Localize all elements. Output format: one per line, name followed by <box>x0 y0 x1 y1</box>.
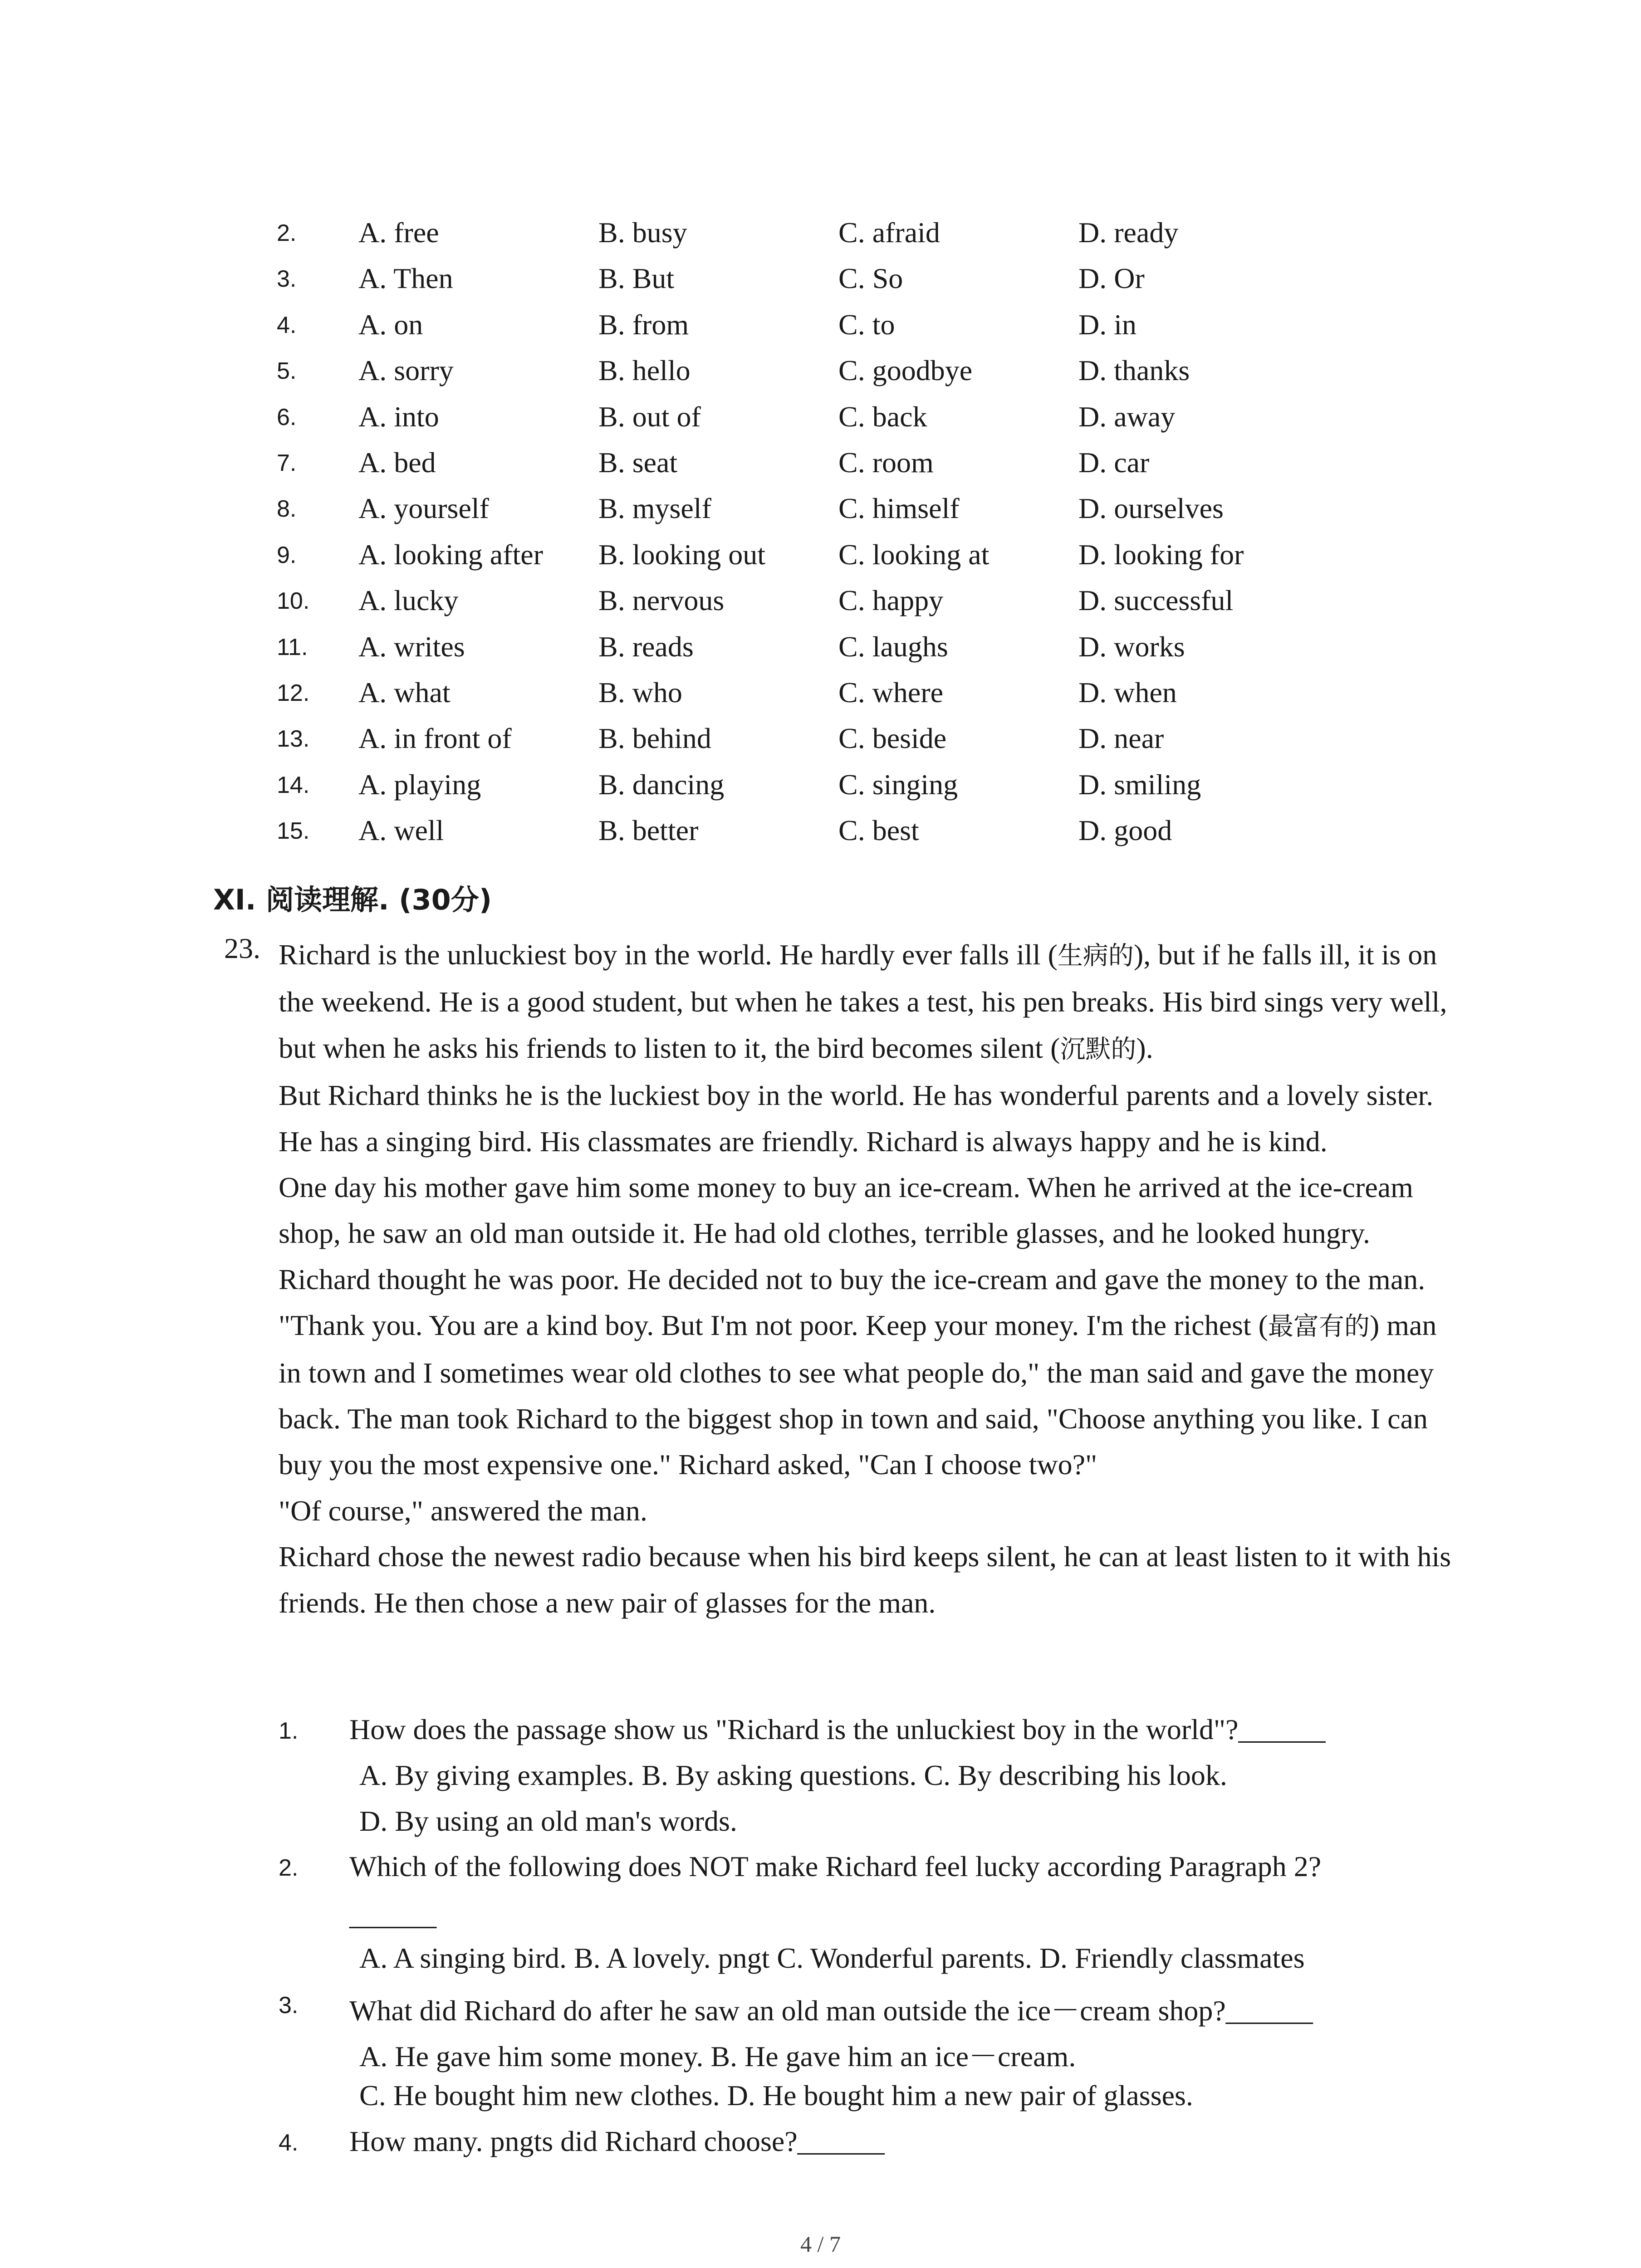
option-row <box>277 814 1411 860</box>
option-d: D. Or <box>1078 262 1145 295</box>
option-number: 14. <box>277 772 310 798</box>
option-b: B. hello <box>598 354 691 387</box>
option-c: C. back <box>838 400 927 433</box>
option-b: B. reads <box>598 630 694 663</box>
option-c: C. looking at <box>838 538 989 571</box>
option-a: A. bed <box>358 446 436 479</box>
option-d: D. smiling <box>1078 768 1201 801</box>
option-c: C. afraid <box>838 216 940 249</box>
option-c: C. happy <box>838 584 944 617</box>
section-heading: XI. 阅读理解. (30分) <box>213 883 492 916</box>
option-c: C. where <box>838 676 944 709</box>
option-a: A. Then <box>358 262 453 295</box>
option-b: B. But <box>598 262 675 295</box>
question-4-number: 4. <box>279 2130 299 2156</box>
option-b: B. behind <box>598 722 711 755</box>
option-row <box>277 354 1411 400</box>
option-number: 15. <box>277 818 310 845</box>
option-number: 10. <box>277 588 310 615</box>
option-d: D. away <box>1078 400 1176 433</box>
option-a: A. well <box>358 814 444 847</box>
passage-paragraph-5: "Of course," answered the man. <box>279 1494 647 1527</box>
option-row <box>277 446 1411 492</box>
option-row <box>277 630 1411 676</box>
question-1-options-line-2: D. By using an old man's words. <box>359 1805 737 1837</box>
option-d: D. looking for <box>1078 538 1244 571</box>
question-3-number: 3. <box>279 1992 299 2019</box>
option-c: C. singing <box>838 768 958 801</box>
option-a: A. playing <box>358 768 481 801</box>
option-row <box>277 400 1411 446</box>
option-d: D. in <box>1078 308 1136 341</box>
question-4-text: How many. pngts did Richard choose?______ <box>349 2125 885 2157</box>
option-b: B. looking out <box>598 538 766 571</box>
option-a: A. into <box>358 400 439 433</box>
option-row <box>277 216 1411 262</box>
option-c: C. best <box>838 814 919 847</box>
answer-options-table <box>277 216 1411 860</box>
question-1-options-line-1: A. By giving examples. B. By asking questions. C. By describing his look. <box>359 1759 1227 1791</box>
option-b: B. busy <box>598 216 687 249</box>
passage-paragraph-3: One day his mother gave him some money to buy an ice-cream. When he arrived at the ice-cream shop, he saw an old man outside it. He had old clothes, terrible glasses, and he looked hungry. Richard thought he was poor. He decided not to buy the ice-cream and gave the money to the man. <box>279 1171 1425 1295</box>
option-c: C. room <box>838 446 934 479</box>
option-b: B. out of <box>598 400 701 433</box>
option-row <box>277 262 1411 308</box>
option-number: 4. <box>277 312 297 338</box>
option-c: C. himself <box>838 492 960 525</box>
passage-paragraph-1: Richard is the unluckiest boy in the world. He hardly ever falls ill (生病的), but if he falls ill, it is on the weekend. He is a good student, but when he takes a test, his pen breaks. His bird sings very well, but when he asks his friends to listen to it, the bird becomes silent (沉默的). <box>279 938 1447 1064</box>
option-d: D. good <box>1078 814 1172 847</box>
option-a: A. sorry <box>358 354 454 387</box>
option-number: 5. <box>277 358 297 385</box>
option-row <box>277 538 1411 584</box>
option-b: B. better <box>598 814 699 847</box>
page-number: 4 / 7 <box>800 2231 841 2257</box>
option-c: C. to <box>838 308 895 341</box>
option-row <box>277 308 1411 354</box>
passage-paragraph-6: Richard chose the newest radio because when his bird keeps silent, he can at least listen to it with his friends. He then chose a new pair of glasses for the man. <box>279 1540 1451 1619</box>
option-number: 12. <box>277 679 310 706</box>
question-2-options-line-1: A. A singing bird. B. A lovely. pngt C. Wonderful parents. D. Friendly classmates <box>359 1942 1305 1974</box>
question-2-number: 2. <box>279 1855 299 1881</box>
option-row <box>277 676 1411 722</box>
option-row <box>277 584 1411 630</box>
option-b: B. seat <box>598 446 678 479</box>
option-a: A. writes <box>358 630 465 663</box>
option-b: B. nervous <box>598 584 725 617</box>
option-a: A. lucky <box>358 584 459 617</box>
passage-paragraph-2: But Richard thinks he is the luckiest boy in the world. He has wonderful parents and a lovely sister. He has a singing bird. His classmates are friendly. Richard is always happy and he is kind. <box>279 1079 1434 1158</box>
option-number: 11. <box>277 634 308 660</box>
option-a: A. yourself <box>358 492 489 525</box>
question-1-number: 1. <box>279 1718 299 1744</box>
option-number: 7. <box>277 450 297 476</box>
reading-passage <box>279 932 1454 1626</box>
option-d: D. ourselves <box>1078 492 1224 525</box>
question-1-text: How does the passage show us "Richard is the unluckiest boy in the world"?______ <box>349 1713 1326 1745</box>
option-c: C. laughs <box>838 630 948 663</box>
option-d: D. ready <box>1078 216 1179 249</box>
option-d: D. when <box>1078 676 1177 709</box>
option-c: C. So <box>838 262 903 295</box>
question-2-answer-blank: ______ <box>349 1899 436 1931</box>
option-b: B. from <box>598 308 689 341</box>
question-2-text: Which of the following does NOT make Richard feel lucky according Paragraph 2? <box>349 1850 1322 1882</box>
question-3-options-line-1: A. He gave him some money. B. He gave him an ice－cream. <box>359 2040 1076 2072</box>
option-c: C. beside <box>838 722 947 755</box>
question-3-text: What did Richard do after he saw an old man outside the ice－cream shop?______ <box>349 1994 1313 2027</box>
option-d: D. thanks <box>1078 354 1190 387</box>
option-b: B. dancing <box>598 768 725 801</box>
reading-question-number: 23. <box>224 932 260 964</box>
question-3-options-line-2: C. He bought him new clothes. D. He bought him a new pair of glasses. <box>359 2079 1193 2112</box>
option-a: A. on <box>358 308 423 341</box>
option-d: D. successful <box>1078 584 1234 617</box>
option-number: 2. <box>277 220 297 246</box>
option-number: 3. <box>277 266 297 293</box>
option-d: D. near <box>1078 722 1164 755</box>
passage-paragraph-4: "Thank you. You are a kind boy. But I'm not poor. Keep your money. I'm the richest (最富有的) man in town and I sometimes wear old clothes to see what people do," the man said and gave the money back. The man took Richard to the biggest shop in town and said, "Choose anything you like. I can buy you the most expensive one." Richard asked, "Can I choose two?" <box>279 1309 1437 1481</box>
option-number: 6. <box>277 404 297 430</box>
option-a: A. what <box>358 676 451 709</box>
option-a: A. in front of <box>358 722 512 755</box>
option-row <box>277 492 1411 538</box>
option-a: A. free <box>358 216 439 249</box>
option-number: 13. <box>277 726 310 753</box>
option-d: D. works <box>1078 630 1185 663</box>
option-d: D. car <box>1078 446 1150 479</box>
option-number: 9. <box>277 542 297 568</box>
option-number: 8. <box>277 496 297 523</box>
option-c: C. goodbye <box>838 354 973 387</box>
option-b: B. myself <box>598 492 711 525</box>
option-a: A. looking after <box>358 538 543 571</box>
option-row <box>277 768 1411 814</box>
option-row <box>277 722 1411 767</box>
option-b: B. who <box>598 676 682 709</box>
